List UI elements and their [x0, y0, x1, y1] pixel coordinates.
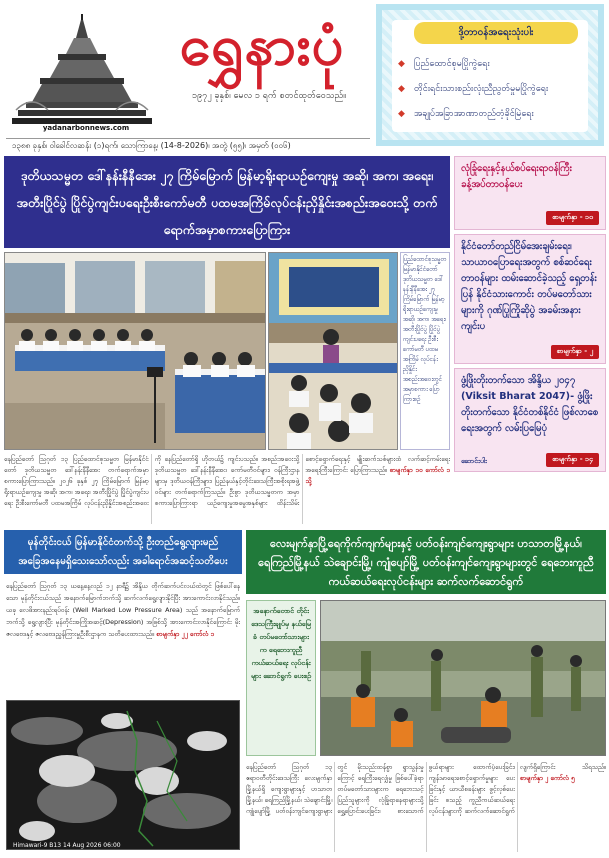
page-ref-badge[interactable]: စာမျက်နှာ - ၁၀: [546, 211, 599, 225]
teaser-headline: လုံခြုံရေးနှင့်နယ်စပ်ရေးရာဝန်ကြီး ခန့်အပ်တာဝန်ပေး: [461, 163, 572, 190]
flood-rescue-image: [321, 601, 606, 756]
lead-body: [4, 454, 450, 524]
speaker-image: [269, 253, 398, 450]
meeting-hall-image: [5, 253, 266, 450]
founding-line: ၁၉၇၂ ခုနှစ်၊ မေလ ၁ ရက် စတင်ထုတ်ဝေသည်။: [192, 91, 346, 101]
teaser-headline: ဖွံ့ဖြိုးတိုးတက်သော အိန္ဒိယ ၂၀၄၇ (Viksit Bharat 2047)- ဖွံ့ဖြိုးတိုးတက်သော နိုင်ငံတစ်နိုင်ငံ ဖြစ်လာစေရေးအတွက် လမ်းပြမြေပုံ: [461, 375, 599, 434]
weather-body-text: နေပြည်တော် ဩဂုတ် ၁၃ ယနေ့နေ့လည် ၁၂ နာရီ၌ အိန္ဒိယ တိုက်ဆက်ပင်လယ်ထဲတွင် ဖြစ်ပေါ်နေသော မုန်တိုင်းငယ်သည် အနောက်မြောက်ဘက်သို့ ဆက်လက်ရွေ့လျားနိုင်ပြီး အားကောင်းလာနိုင်သည်။ ယခု လေဖိအားနည်းရပ်ဝန်း (Well Marked Low Pressure Area) သည် အနောက်မြောက်ဘက်သို့ ရွေ့လျားပြီး မုန်တိုင်းအကြိုအဆင့်(Depression) အဖြစ်သို့ အားကောင်းလာနိုင်ကြောင်း မိုးဇလဗေဒနှင့် ဇလဗေဒညွှန်ကြားမှုဦးစီးဌာနက သတိပေးထားသည်။: [6, 582, 240, 638]
lead-headline[interactable]: ဒုတိယသမ္မတ ဒေါ်နန်းနီနီအေး ၂၇ ကြိမ်မြောက် မြန်မာ့ရိုးရာယဉ်ကျေးမှု အဆို၊ အက၊ အရေး၊ အတီးပြိုင်ပွဲ ပြိုင်ပွဲကျင်းပရေးဦးစီးကော်မတီ ပထမအကြိမ်လုပ်ငန်းညှိနှိုင်းအစည်းအဝေးသို့ တက်ရောက်အမှာစကားပြောကြား: [4, 156, 450, 248]
teaser-headline: နိုင်ငံတော်တည်ငြိမ်အေးချမ်းရေး၊ သာယာဝပြောရေးအတွက် စစ်ဆင်ရေးတာဝန်များ ထမ်းဆောင်ခဲ့သည့် ရှေ့တန်းပြန် နိုင်ငံသားကောင်း တပ်မတော်သားများကို ဂုဏ်ပြုကြိုဆိုပွဲ အခမ်းအနား ကျင်းပ: [461, 241, 597, 332]
weather-headline[interactable]: မုန်တိုင်းငယ် မြန်မာနိုင်ငံတက်သို့ ဦးတည်ရွေ့လျားမည် အခြေအနေမရှိသေးသော်လည်း အခါရောင်အဆင့်သတိပေး: [4, 530, 242, 574]
rescue-photo: [320, 600, 606, 756]
flood-headline[interactable]: လေးမျက်နှာပြို့ရေကိုက်ကျက်များနှင့် ပတ်ဝန်းကျင်ကျေးရွာများ ဟသာတမြို့နယ်၊ ရေကြည်မြို့နယ် သဲချောင်းမြို့၊ ကျုံပျော်မြို့ ပတ်ဝန်းကျင်ကျေးရွာများတွင် ရေဘေးကူညီကယ်ဆယ်ရေးလုပ်ငန်းများ ဆက်လက်ဆောင်ရွက်: [246, 530, 606, 594]
diamond-bullet-icon: ◆: [398, 84, 405, 94]
weather-continuation-link[interactable]: စာမျက်နှာ ၂၂ ကော်လံ ၁: [156, 630, 215, 638]
flood-photo-caption: အနောက်တောင် တိုင်းဒေသကြီးချုပ်မှ နယ်မြေခံ တပ်မတော်သားများက ရေဘေးကူညီ ကယ်ဆယ်ရေး လုပ်ငန်းများ ဆောင်ရွက် ပေးစဉ်: [246, 600, 316, 756]
satellite-image: [7, 701, 240, 850]
teaser-box[interactable]: [454, 368, 606, 472]
satellite-map: [6, 700, 240, 850]
slogan-item: ◆ ပြည်ထောင်စုမပြိုကွဲရေး: [398, 52, 584, 77]
masthead: [6, 6, 370, 142]
map-timestamp: Himawari-9 B13 14 Aug 2026 06:00: [13, 842, 121, 849]
page-ref-badge[interactable]: စာမျက်နှာ - ၁၄: [546, 453, 599, 467]
lead-continuation-link[interactable]: စာမျက်နှာ ၁၀ ကော်လံ ၁ သို့: [305, 466, 450, 485]
slogan-item: ◆ အချုပ်အခြာအာဏာတည်တံ့ခိုင်မြဲရေး: [398, 102, 584, 127]
flood-body-text: နေပြည်တော် ဩဂုတ် ၁၃ ဧရာဝတီတိုင်းဒေသကြီး လေးမျက်နှာမြို့နယ်ရှိ ကျေးရွာများနှင့် ဟသာတမြို့နယ်၊ ရေကြည်မြို့နယ်၊ သဲချောင်းမြို့၊ ကျုံပျော်မြို့ ပတ်ဝန်းကျင်ကျေးရွာများတွင် မိုးသည်းထန်စွာ ရွာသွန်းမှုကြောင့် ရေကြီးရေလျှံမှု ဖြစ်ပေါ်ခဲ့ရာ တပ်မတော်သားများက ရေဘေးသင့်ပြည်သူများကို လုံခြုံရာနေရာများသို့ ရွှေ့ပြောင်းပေးခြင်း၊ စားသောက်ဖွယ်ရာများ ထောက်ပံ့ပေးခြင်း၊ ကျန်းမာရေးစောင့်ရှောက်မှုများ ပေးခြင်းနှင့် ယာယီစခန်းများ ဖွင့်လှစ်ပေးခြင်း စသည့် ကူညီကယ်ဆယ်ရေးလုပ်ငန်းများကို ဆက်လက်ဆောင်ရွက်လျက်ရှိကြောင်း သိရသည်။: [246, 763, 606, 815]
lead-body-text: နေပြည်တော် ဩဂုတ် ၁၃ ပြည်ထောင်စုသမ္မတ မြန်မာနိုင်ငံတော် ဒုတိယသမ္မတ ဒေါ်နန်းနီနီအေး တက်ရောက်အမှာစကားပြောကြားသည်။ ၂၀၂၆ ခုနှစ် ၂၇ ကြိမ်မြောက် မြန်မာ့ရိုးရာယဉ်ကျေးမှု အဆို၊ အက၊ အရေး၊ အတီးပြိုင်ပွဲ ပြိုင်ပွဲကျင်းပရေး ဦးစီးကော်မတီ ပထမအကြိမ် လုပ်ငန်းညှိနှိုင်းအစည်းအဝေးကို နေပြည်တော်ရှိ ဟိုတယ်၌ ကျင်းပသည်။ အစည်းအဝေးသို့ ဒုတိယသမ္မတ ဒေါ်နန်းနီနီအေး၊ ကော်မတီဝင်များ၊ ဝန်ကြီးဌာနများမှ ဒုတိယဝန်ကြီးများ၊ ပြည်နယ်နှင့်တိုင်းဒေသကြီးအစိုးရအဖွဲ့ဝင်များ တက်ရောက်ကြသည်။ ဦးစွာ ဒုတိယသမ္မတက အမှာစကားပြောကြားရာ ယဉ်ကျေးမှုအမွေအနှစ်များ ထိန်းသိမ်းစောင့်ရှောက်ရေးနှင့် မျိုးဆက်သစ်များထံ လက်ဆင့်ကမ်းရေး အရေးကြီးကြောင်း ပြောကြားသည်။: [4, 455, 450, 507]
teaser-box[interactable]: [454, 156, 606, 230]
page-ref-badge[interactable]: စာမျက်နှာ - ၂: [551, 345, 599, 359]
flood-continuation-link[interactable]: စာမျက်နှာ ၂ ကော်လံ ၅: [519, 774, 575, 782]
flood-body: [246, 762, 606, 852]
newspaper-title: ရွှေနားပုံ: [179, 12, 345, 78]
website-link[interactable]: yadanarbonnews.com: [42, 124, 130, 132]
meeting-photo: [4, 252, 266, 450]
diamond-bullet-icon: ◆: [398, 109, 405, 119]
slogan-box: [376, 4, 604, 146]
slogan-panel: [392, 20, 588, 132]
issue-dateline: ၁၃၈၈ ခုနှစ်၊ ဝါခေါင်လဆန်း (၁)ရက်၊ သောကြာနေ့၊ (14-8-2026)၊ အတွဲ (၅၅)၊ အမှတ် (၀၀၆): [6, 138, 370, 152]
slogan-list: [398, 52, 584, 127]
pagoda-logo-icon: [12, 14, 152, 132]
vice-president-photo: [268, 252, 398, 450]
slogan-item: ◆ တိုင်းရင်းသားစည်းလုံးညီညွတ်မှုမပြိုကွဲရေး: [398, 77, 584, 102]
weather-body: [6, 580, 240, 698]
photo-caption: ပြည်ထောင်စုသမ္မတ မြန်မာနိုင်ငံတော် ဒုတိယသမ္မတ ဒေါ်နန်းနီနီအေး ၂၇ ကြိမ်မြောက် မြန်မာ့ရိုးရာယဉ်ကျေးမှု အဆို၊ အက၊ အရေး၊ အတီးပြိုင်ပွဲ ပြိုင်ပွဲကျင်းပရေး ဦးစီးကော်မတီ ပထမအကြိမ် လုပ်ငန်းညှိနှိုင်း အစည်းအဝေးတွင် အမှာစကား ပြောကြားစဉ်: [400, 252, 450, 450]
slogan-title: ဒို့တာဝန်အရေးသုံးပါး: [414, 22, 578, 44]
teaser-box[interactable]: [454, 234, 606, 364]
right-column: [454, 154, 606, 530]
article-byline: ဆောင်းပါး: [461, 457, 487, 465]
diamond-bullet-icon: ◆: [398, 59, 405, 69]
